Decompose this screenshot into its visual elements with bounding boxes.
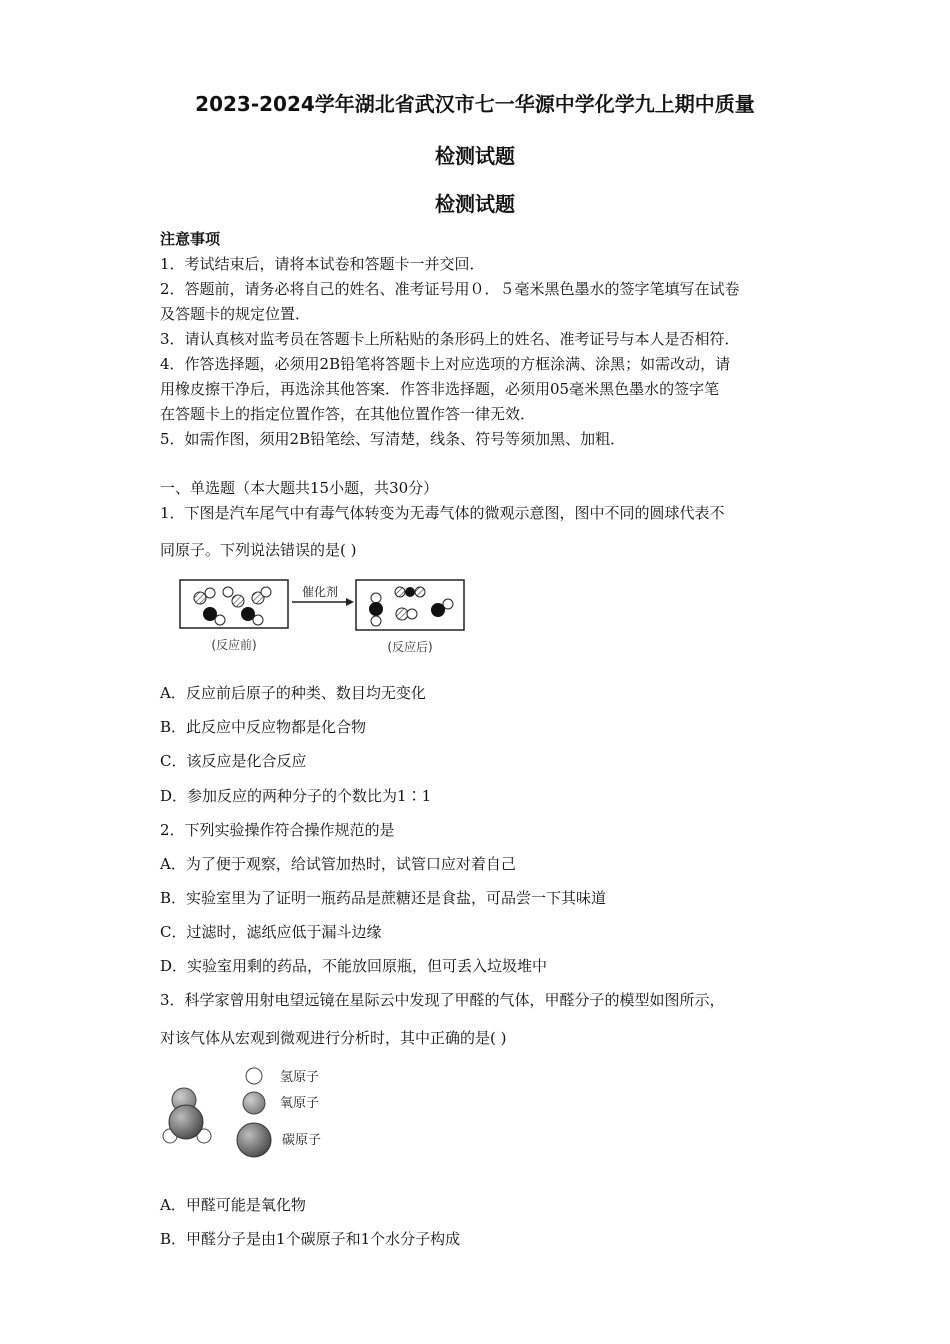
notice-item: 2．答题前，请务必将自己的姓名、准考证号用０．５毫米黑色墨水的签字笔填写在试卷	[160, 280, 740, 298]
atom	[194, 592, 206, 604]
catalyst-label: 催化剂	[301, 585, 339, 599]
legend-hydrogen-icon	[246, 1068, 262, 1084]
q1-stem-line2: 同原子。下列说法错误的是( )	[160, 541, 357, 559]
after-label: (反应后)	[387, 640, 433, 654]
q3-stem-line2: 对该气体从宏观到微观进行分析时，其中正确的是( )	[160, 1029, 507, 1047]
atom	[261, 587, 271, 597]
legend-carbon-icon	[237, 1123, 271, 1157]
section-heading: 一、单选题（本大题共15小题，共30分）	[160, 479, 439, 497]
atom	[369, 602, 383, 616]
q1-option-b: B．此反应中反应物都是化合物	[160, 718, 367, 736]
atom	[223, 587, 233, 597]
q2-option-a: A．为了便于观察，给试管加热时，试管口应对着自己	[160, 855, 516, 873]
legend-oxygen-icon	[243, 1092, 265, 1114]
q2-option-b: B．实验室里为了证明一瓶药品是蔗糖还是食盐，可品尝一下其味道	[160, 889, 607, 907]
atom	[415, 587, 425, 597]
exam-title-line3: 检测试题	[435, 192, 515, 216]
before-label: (反应前)	[211, 638, 257, 652]
legend-carbon-label: 碳原子	[282, 1133, 322, 1148]
legend-oxygen-label: 氧原子	[280, 1096, 320, 1111]
atom	[407, 609, 417, 619]
q1-option-d: D．参加反应的两种分子的个数比为1∶1	[160, 787, 432, 805]
notice-item: 在答题卡上的指定位置作答，在其他位置作答一律无效．	[160, 405, 536, 423]
atom	[395, 587, 405, 597]
notice-item: 4．作答选择题，必须用2B铅笔将答题卡上对应选项的方框涂满、涂黑；如需改动，请	[160, 355, 731, 373]
notice-item: 用橡皮擦干净后，再选涂其他答案．作答非选择题，必须用05毫米黑色墨水的签字笔	[160, 380, 720, 398]
atom	[253, 615, 263, 625]
notice-item: 1．考试结束后，请将本试卷和答题卡一并交回．	[160, 255, 485, 273]
atom	[215, 615, 225, 625]
legend-hydrogen-label: 氢原子	[280, 1070, 320, 1085]
q2-option-c: C．过滤时，滤纸应低于漏斗边缘	[160, 923, 382, 941]
atom	[443, 599, 453, 609]
notice-item: 5．如需作图，须用2B铅笔绘、写清楚，线条、符号等须加黑、加粗．	[160, 430, 626, 448]
atom	[232, 595, 244, 607]
atom	[396, 608, 408, 620]
q1-reaction-figure	[176, 576, 472, 660]
q1-option-a: A．反应前后原子的种类、数目均无变化	[160, 684, 426, 702]
q3-option-b: B．甲醛分子是由1个碳原子和1个水分子构成	[160, 1230, 461, 1248]
q3-option-a: A．甲醛可能是氧化物	[160, 1196, 306, 1214]
q2-option-d: D．实验室用剩的药品，不能放回原瓶，但可丢入垃圾堆中	[160, 957, 548, 975]
notice-item: 及答题卡的规定位置．	[160, 305, 311, 323]
notice-item: 3．请认真核对监考员在答题卡上所粘贴的条形码上的姓名、准考证号与本人是否相符．	[160, 330, 740, 348]
atom	[405, 587, 415, 597]
atom	[205, 588, 215, 598]
atom	[371, 593, 381, 603]
exam-title-line2: 检测试题	[435, 144, 515, 168]
q3-stem-line1: 3．科学家曾用射电望远镜在星际云中发现了甲醛的气体，甲醛分子的模型如图所示，	[160, 991, 725, 1009]
q1-stem-line1: 1．下图是汽车尾气中有毒气体转变为无毒气体的微观示意图，图中不同的圆球代表不	[160, 504, 725, 522]
carbon-atom	[169, 1105, 203, 1139]
notice-heading: 注意事项	[160, 230, 221, 248]
atom	[371, 616, 381, 626]
exam-title-line1: 2023-2024学年湖北省武汉市七一华源中学化学九上期中质量	[195, 92, 755, 116]
q1-option-c: C．该反应是化合反应	[160, 752, 307, 770]
q3-formaldehyde-figure	[156, 1064, 356, 1168]
q2-stem: 2．下列实验操作符合操作规范的是	[160, 821, 395, 839]
arrow-head	[346, 598, 354, 606]
